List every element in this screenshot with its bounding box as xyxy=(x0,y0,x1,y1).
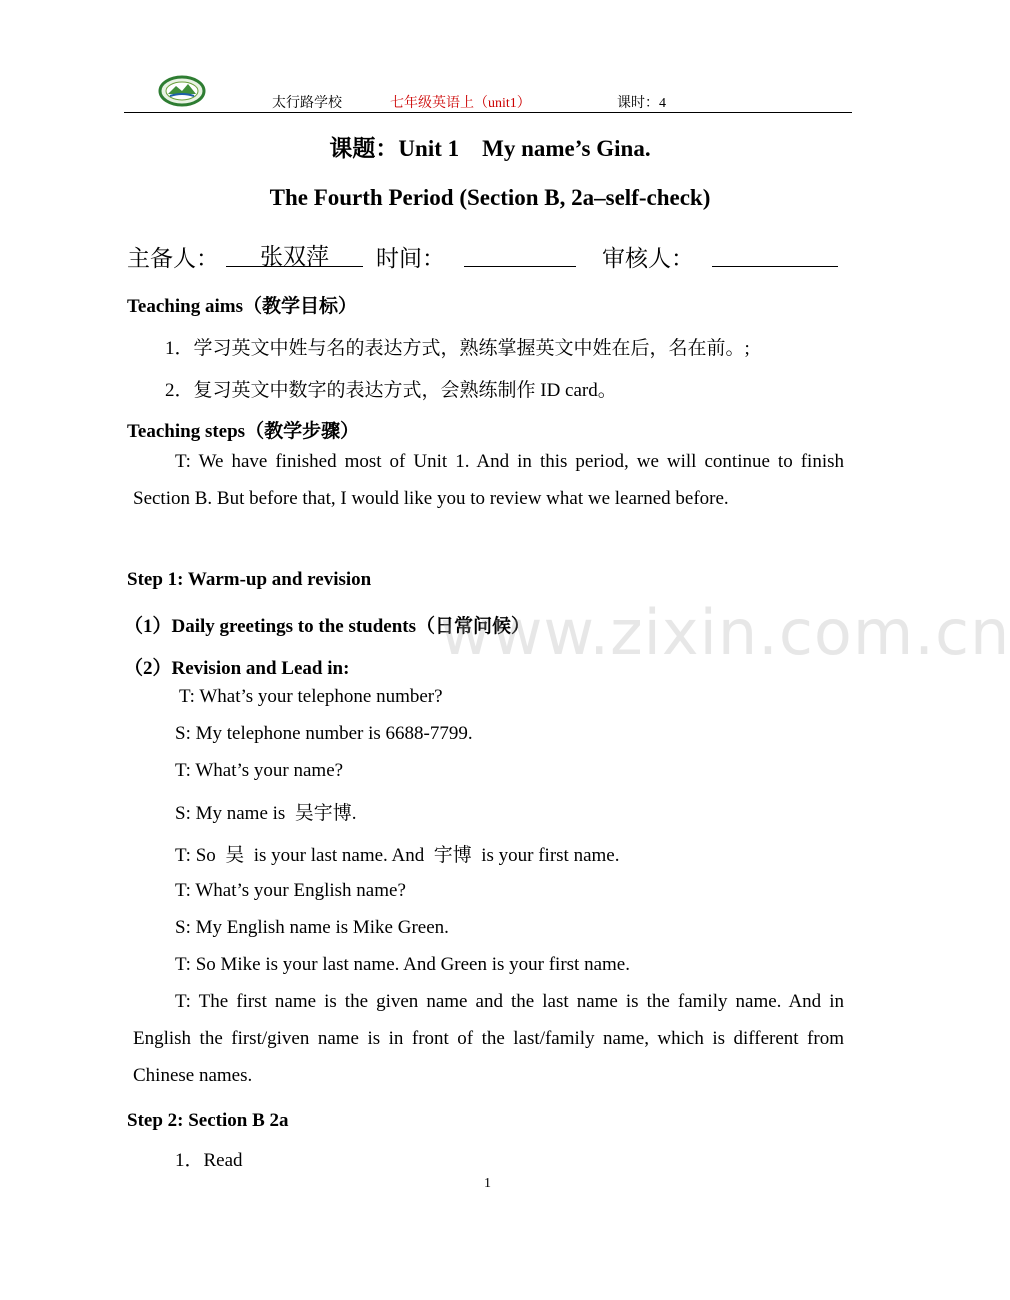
aims-item-2: 2．复习英文中数字的表达方式，会熟练制作 ID card。 xyxy=(165,380,617,401)
dialogue-line-1: T: What’s your telephone number? xyxy=(179,686,443,707)
time-field xyxy=(464,238,576,267)
dialogue-line-4: S: My name is 吴宇博. xyxy=(175,803,357,824)
step1-closing: T: The first name is the given name and the last name is the family name. And in English the first/given name is in front of the last/family name, which is different from Chinese names. xyxy=(133,991,844,1086)
dialogue-line-3: T: What’s your name? xyxy=(175,760,344,781)
preparer-name: 张双萍 xyxy=(226,238,363,267)
header-lesson: 课时：4 xyxy=(617,96,666,111)
step1-sub2: （2）Revision and Lead in: xyxy=(124,658,350,679)
aims-heading: Teaching aims（教学目标） xyxy=(127,296,357,317)
step2-item-1: 1．Read xyxy=(175,1150,243,1171)
dialogue-line-5: T: So 吴 is your last name. And 宇博 is your first name. xyxy=(175,845,620,866)
step1-sub1: （1）Daily greetings to the students（日常问候） xyxy=(124,616,531,637)
watermark: www.zixin.com.cn xyxy=(440,596,1010,669)
dialogue-line-2: S: My telephone number is 6688-7799. xyxy=(175,723,473,744)
header-school: 太行路学校 xyxy=(272,96,342,111)
page-subtitle: The Fourth Period (Section B, 2a–self-check) xyxy=(269,185,711,210)
reviewer-label: 审核人： xyxy=(602,246,694,271)
aims-item-1: 1．学习英文中姓与名的表达方式，熟练掌握英文中姓在后，名在前。; xyxy=(165,338,750,359)
school-logo xyxy=(158,75,206,107)
dialogue-line-8: T: So Mike is your last name. And Green is your first name. xyxy=(175,954,630,975)
page-number: 1 xyxy=(484,1176,491,1191)
dialogue-line-6: T: What’s your English name? xyxy=(175,880,406,901)
step2-heading: Step 2: Section B 2a xyxy=(127,1110,289,1131)
time-label: 时间： xyxy=(376,246,445,271)
reviewer-field xyxy=(712,238,838,267)
header-rule xyxy=(124,112,852,113)
page-title: 课题：Unit 1 My name’s Gina. xyxy=(329,136,651,161)
dialogue-line-7: S: My English name is Mike Green. xyxy=(175,917,449,938)
preparer-field xyxy=(226,238,363,267)
preparer-label: 主备人： xyxy=(127,246,219,271)
step1-heading: Step 1: Warm-up and revision xyxy=(127,569,372,590)
steps-intro: T: We have finished most of Unit 1. And in this period, we will continue to finish Section B. But before that, I would like you to review what we learned before. xyxy=(133,451,844,509)
steps-heading: Teaching steps（教学步骤） xyxy=(127,421,360,442)
header-course: 七年级英语上（unit1） xyxy=(390,96,531,111)
